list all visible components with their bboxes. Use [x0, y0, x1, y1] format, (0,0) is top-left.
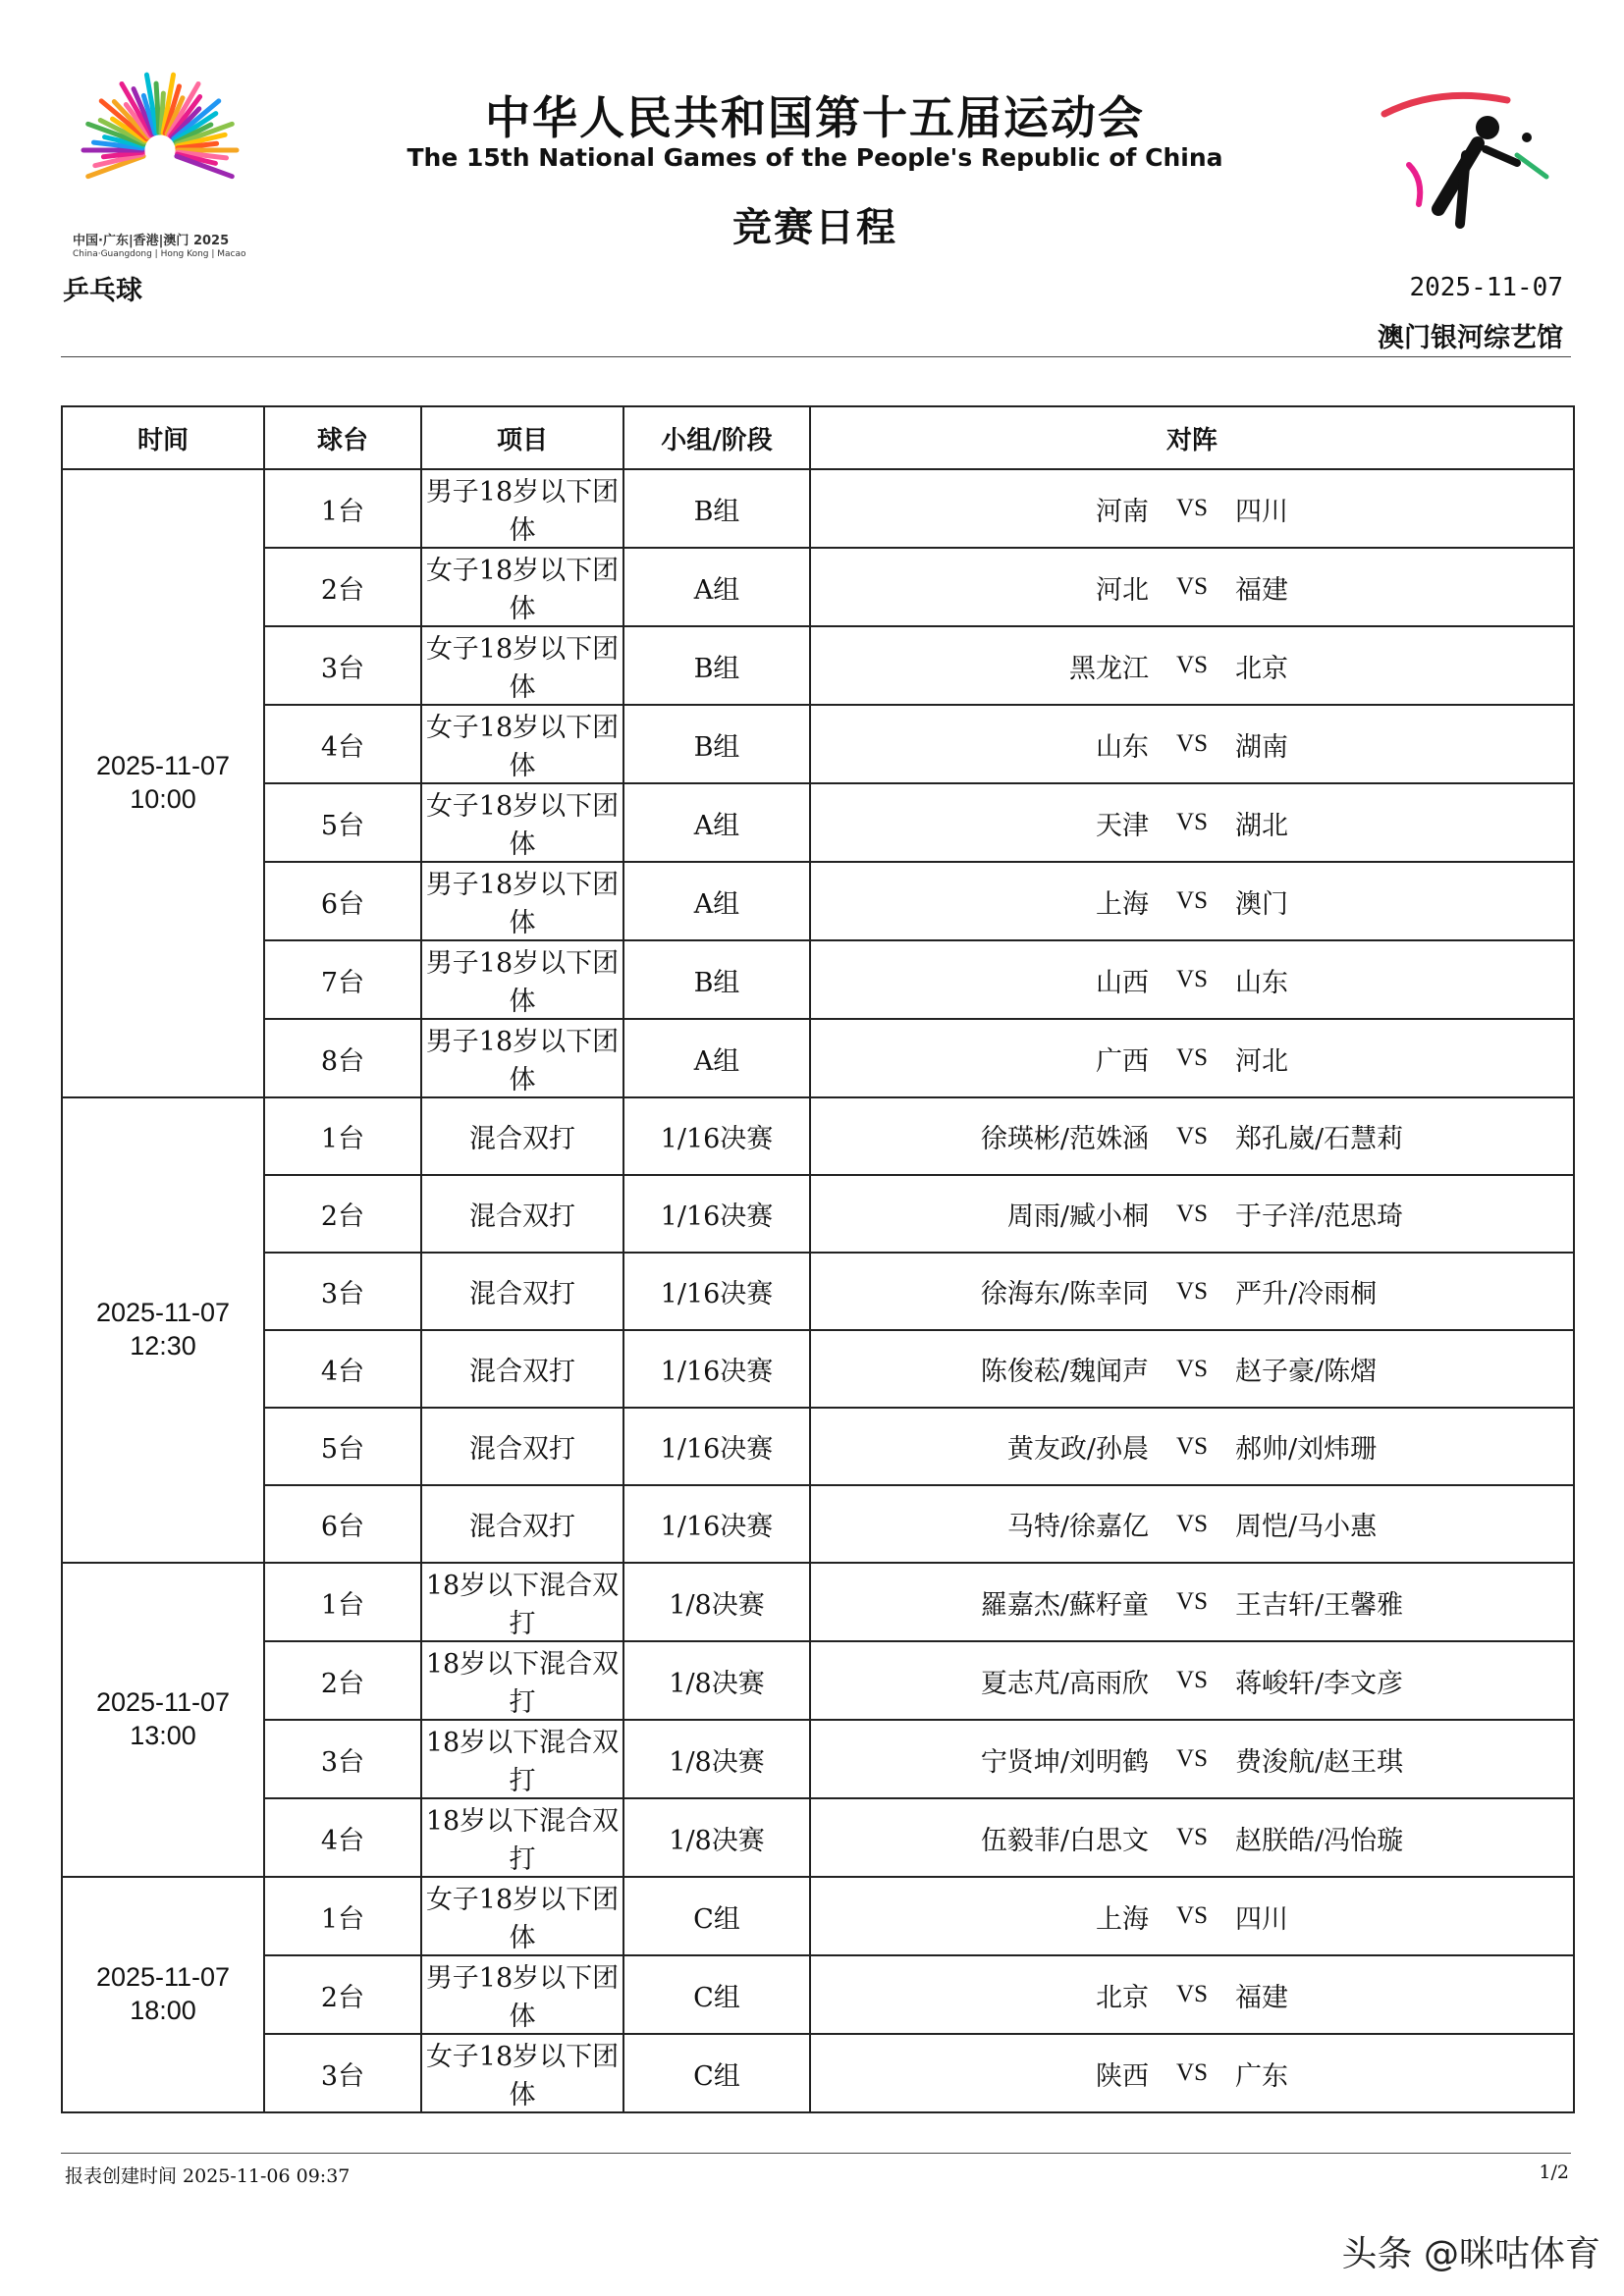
- session-date: 2025-11-07: [95, 1962, 231, 1993]
- matchup-cell: [810, 940, 1574, 1019]
- stage-cell: C组: [623, 1955, 810, 2034]
- home-side: 羅嘉杰/蘇籽童: [980, 1589, 1149, 1621]
- away-side: 福建: [1235, 574, 1288, 606]
- matchup-cell: [810, 1019, 1574, 1097]
- table-number-cell: 1台: [264, 1563, 421, 1641]
- vs-label: VS: [1176, 966, 1208, 992]
- table-row: [62, 1563, 1574, 1641]
- table-number-cell: 5台: [264, 1408, 421, 1485]
- away-side: 湖北: [1235, 810, 1288, 841]
- matchup-cell: [810, 1955, 1574, 2034]
- table-row: [62, 1877, 1574, 1955]
- table-number-cell: 3台: [264, 1253, 421, 1330]
- home-side: 周雨/臧小桐: [1006, 1201, 1149, 1232]
- matchup-cell: [810, 1877, 1574, 1955]
- col-header-stage: 小组/阶段: [623, 406, 810, 469]
- vs-label: VS: [1176, 1510, 1208, 1537]
- stage-cell: B组: [623, 705, 810, 783]
- matchup-cell: [810, 469, 1574, 548]
- table-tennis-pictogram: [1380, 86, 1556, 234]
- matchup-cell: [810, 705, 1574, 783]
- home-side: 广西: [1096, 1045, 1149, 1077]
- away-side: 赵子豪/陈熠: [1235, 1357, 1378, 1387]
- event-cell: 女子18岁以下团体: [421, 2034, 623, 2112]
- home-side: 夏志芃/高雨欣: [980, 1668, 1149, 1699]
- matchup-cell: [810, 1175, 1574, 1253]
- away-side: 澳门: [1235, 888, 1288, 920]
- stage-cell: A组: [623, 783, 810, 862]
- sport-name: 乒乓球: [63, 276, 142, 306]
- schedule-date: 2025-11-07: [1409, 273, 1563, 302]
- away-side: 郑孔崴/石慧莉: [1235, 1124, 1404, 1154]
- report-created-time: 报表创建时间 2025-11-06 09:37: [65, 2165, 351, 2187]
- event-cell: 女子18岁以下团体: [421, 1877, 623, 1955]
- session-time: 12:30: [130, 1331, 196, 1361]
- session-date: 2025-11-07: [95, 1298, 231, 1328]
- vs-label: VS: [1176, 1277, 1208, 1305]
- session-time-cell: [62, 1563, 264, 1877]
- matchup-cell: [810, 1253, 1574, 1330]
- table-number-cell: 6台: [264, 862, 421, 940]
- away-side: 四川: [1235, 1903, 1288, 1935]
- matchup-cell: [810, 783, 1574, 862]
- table-number-cell: 2台: [264, 1641, 421, 1720]
- session-time: 13:00: [130, 1721, 196, 1750]
- table-row: [62, 626, 1574, 705]
- col-header-table: 球台: [264, 406, 421, 469]
- table-row: [62, 1253, 1574, 1330]
- stage-cell: 1/16决赛: [623, 1097, 810, 1175]
- logo-caption-en: China·Guangdong | Hong Kong | Macao: [73, 249, 246, 259]
- table-row: [62, 940, 1574, 1019]
- session-time-cell: [62, 1877, 264, 2112]
- vs-label: VS: [1176, 1044, 1208, 1071]
- vs-label: VS: [1176, 573, 1208, 600]
- event-cell: 男子18岁以下团体: [421, 940, 623, 1019]
- vs-label: VS: [1176, 809, 1208, 835]
- emblem-center: [150, 140, 170, 160]
- vs-label: VS: [1176, 1667, 1208, 1693]
- vs-label: VS: [1176, 1355, 1208, 1382]
- home-side: 徐海东/陈幸同: [980, 1279, 1149, 1309]
- table-number-cell: 5台: [264, 783, 421, 862]
- home-side: 山东: [1096, 731, 1149, 763]
- table-tennis-player-icon: [1380, 86, 1556, 234]
- matchup-cell: [810, 1330, 1574, 1408]
- table-row: [62, 469, 1574, 548]
- home-side: 天津: [1096, 810, 1149, 841]
- session-time: 18:00: [130, 1996, 196, 2025]
- schedule-table: [61, 405, 1575, 2113]
- venue-name: 澳门银河综艺馆: [1378, 323, 1563, 353]
- vs-label: VS: [1176, 1122, 1208, 1149]
- schedule-title: 竞赛日程: [732, 205, 897, 250]
- away-side: 周恺/马小惠: [1235, 1512, 1378, 1542]
- event-cell: 混合双打: [421, 1330, 623, 1408]
- table-row: [62, 1097, 1574, 1175]
- away-side: 蒋峻轩/李文彦: [1235, 1668, 1404, 1699]
- table-row: [62, 548, 1574, 626]
- table-header-row: [62, 406, 1574, 469]
- col-header-event: 项目: [421, 406, 623, 469]
- table-row: [62, 1019, 1574, 1097]
- stage-cell: A组: [623, 1019, 810, 1097]
- vs-label: VS: [1176, 1432, 1208, 1460]
- col-header-matchup: 对阵: [810, 406, 1574, 469]
- table-number-cell: 2台: [264, 1175, 421, 1253]
- vs-label: VS: [1176, 495, 1208, 521]
- away-side: 费浚航/赵王琪: [1235, 1746, 1404, 1778]
- report-header: [0, 0, 1624, 363]
- vs-label: VS: [1176, 1824, 1208, 1850]
- vs-label: VS: [1176, 887, 1208, 914]
- stage-cell: 1/16决赛: [623, 1485, 810, 1563]
- stage-cell: 1/8决赛: [623, 1798, 810, 1877]
- away-side: 湖南: [1235, 731, 1288, 763]
- stage-cell: 1/16决赛: [623, 1408, 810, 1485]
- matchup-cell: [810, 1641, 1574, 1720]
- table-number-cell: 4台: [264, 1330, 421, 1408]
- stage-cell: 1/8决赛: [623, 1563, 810, 1641]
- table-row: [62, 783, 1574, 862]
- games-emblem-icon: [67, 57, 253, 224]
- away-side: 严升/冷雨桐: [1235, 1279, 1378, 1309]
- home-side: 陕西: [1096, 2060, 1149, 2092]
- vs-label: VS: [1176, 1588, 1208, 1615]
- table-row: [62, 1485, 1574, 1563]
- away-side: 河北: [1235, 1045, 1288, 1077]
- table-number-cell: 3台: [264, 2034, 421, 2112]
- home-side: 上海: [1096, 1903, 1149, 1935]
- home-side: 上海: [1096, 888, 1149, 920]
- matchup-cell: [810, 626, 1574, 705]
- table-number-cell: 3台: [264, 1720, 421, 1798]
- matchup-cell: [810, 862, 1574, 940]
- matchup-cell: [810, 1798, 1574, 1877]
- table-number-cell: 1台: [264, 1097, 421, 1175]
- event-cell: 男子18岁以下团体: [421, 862, 623, 940]
- vs-label: VS: [1176, 730, 1208, 757]
- event-cell: 混合双打: [421, 1175, 623, 1253]
- event-cell: 混合双打: [421, 1408, 623, 1485]
- stage-cell: C组: [623, 2034, 810, 2112]
- session-time: 10:00: [130, 784, 196, 814]
- event-cell: 18岁以下混合双打: [421, 1563, 623, 1641]
- vs-label: VS: [1176, 1981, 1208, 2007]
- stage-cell: 1/16决赛: [623, 1175, 810, 1253]
- table-row: [62, 1330, 1574, 1408]
- stage-cell: A组: [623, 862, 810, 940]
- table-row: [62, 862, 1574, 940]
- away-side: 山东: [1235, 967, 1288, 998]
- away-side: 于子洋/范思琦: [1235, 1201, 1404, 1232]
- stage-cell: B组: [623, 940, 810, 1019]
- table-number-cell: 4台: [264, 705, 421, 783]
- matchup-cell: [810, 548, 1574, 626]
- away-side: 赵朕皓/冯怡璇: [1235, 1825, 1404, 1856]
- vs-label: VS: [1176, 1200, 1208, 1227]
- home-side: 黑龙江: [1069, 653, 1149, 684]
- table-number-cell: 4台: [264, 1798, 421, 1877]
- event-cell: 混合双打: [421, 1253, 623, 1330]
- event-cell: 女子18岁以下团体: [421, 783, 623, 862]
- event-cell: 18岁以下混合双打: [421, 1720, 623, 1798]
- table-number-cell: 1台: [264, 1877, 421, 1955]
- event-cell: 混合双打: [421, 1485, 623, 1563]
- table-number-cell: 6台: [264, 1485, 421, 1563]
- table-row: [62, 1408, 1574, 1485]
- away-side: 福建: [1235, 1982, 1288, 2013]
- logo-caption: 中国·广东|香港|澳门 2025: [73, 234, 230, 248]
- vs-label: VS: [1176, 2059, 1208, 2086]
- home-side: 黄友政/孙晨: [1006, 1434, 1149, 1465]
- matchup-cell: [810, 2034, 1574, 2112]
- stage-cell: 1/8决赛: [623, 1720, 810, 1798]
- source-watermark: 头条 @咪咕体育: [1341, 2234, 1600, 2274]
- table-row: [62, 1175, 1574, 1253]
- stage-cell: B组: [623, 626, 810, 705]
- vs-label: VS: [1176, 1902, 1208, 1929]
- session-date: 2025-11-07: [95, 1687, 231, 1718]
- event-cell: 男子18岁以下团体: [421, 1019, 623, 1097]
- stage-cell: A组: [623, 548, 810, 626]
- away-side: 王吉轩/王馨雅: [1235, 1589, 1404, 1621]
- home-side: 山西: [1096, 967, 1149, 998]
- session-date: 2025-11-07: [95, 751, 231, 781]
- table-row: [62, 1720, 1574, 1798]
- table-row: [62, 2034, 1574, 2112]
- event-cell: 18岁以下混合双打: [421, 1641, 623, 1720]
- page-number: 1/2: [1539, 2162, 1569, 2183]
- header-divider: [61, 356, 1571, 357]
- away-side: 四川: [1235, 496, 1288, 527]
- event-cell: 男子18岁以下团体: [421, 469, 623, 548]
- away-side: 郝帅/刘炜珊: [1235, 1434, 1378, 1465]
- stage-cell: B组: [623, 469, 810, 548]
- home-side: 伍毅菲/白思文: [980, 1825, 1149, 1856]
- home-side: 河北: [1096, 574, 1149, 606]
- home-side: 北京: [1096, 1982, 1149, 2013]
- stage-cell: C组: [623, 1877, 810, 1955]
- event-cell: 女子18岁以下团体: [421, 626, 623, 705]
- stage-cell: 1/16决赛: [623, 1253, 810, 1330]
- matchup-cell: [810, 1563, 1574, 1641]
- table-number-cell: 2台: [264, 1955, 421, 2034]
- table-row: [62, 1641, 1574, 1720]
- event-cell: 男子18岁以下团体: [421, 1955, 623, 2034]
- emblem-petal: [156, 83, 159, 133]
- away-side: 广东: [1235, 2060, 1288, 2092]
- away-side: 北京: [1235, 653, 1288, 684]
- event-cell: 女子18岁以下团体: [421, 548, 623, 626]
- home-side: 宁贤坤/刘明鹤: [980, 1746, 1149, 1778]
- title-chinese: 中华人民共和国第十五届运动会: [485, 91, 1145, 144]
- stage-cell: 1/8决赛: [623, 1641, 810, 1720]
- matchup-cell: [810, 1485, 1574, 1563]
- table-number-cell: 8台: [264, 1019, 421, 1097]
- games-logo: [67, 57, 253, 268]
- table-number-cell: 2台: [264, 548, 421, 626]
- session-time-cell: [62, 1097, 264, 1563]
- vs-label: VS: [1176, 652, 1208, 678]
- stage-cell: 1/16决赛: [623, 1330, 810, 1408]
- table-row: [62, 705, 1574, 783]
- event-cell: 混合双打: [421, 1097, 623, 1175]
- home-side: 河南: [1096, 496, 1149, 527]
- event-cell: 18岁以下混合双打: [421, 1798, 623, 1877]
- home-side: 徐瑛彬/范姝涵: [980, 1124, 1149, 1154]
- event-cell: 女子18岁以下团体: [421, 705, 623, 783]
- table-number-cell: 3台: [264, 626, 421, 705]
- title-english: The 15th National Games of the People's Republic of China: [406, 143, 1223, 172]
- table-row: [62, 1955, 1574, 2034]
- col-header-time: 时间: [62, 406, 264, 469]
- vs-label: VS: [1176, 1745, 1208, 1772]
- table-number-cell: 1台: [264, 469, 421, 548]
- home-side: 马特/徐嘉亿: [1006, 1512, 1149, 1542]
- table-number-cell: 7台: [264, 940, 421, 1019]
- home-side: 陈俊菘/魏闻声: [980, 1357, 1149, 1387]
- matchup-cell: [810, 1097, 1574, 1175]
- matchup-cell: [810, 1408, 1574, 1485]
- footer-divider: [61, 2153, 1571, 2154]
- table-row: [62, 1798, 1574, 1877]
- session-time-cell: [62, 469, 264, 1097]
- matchup-cell: [810, 1720, 1574, 1798]
